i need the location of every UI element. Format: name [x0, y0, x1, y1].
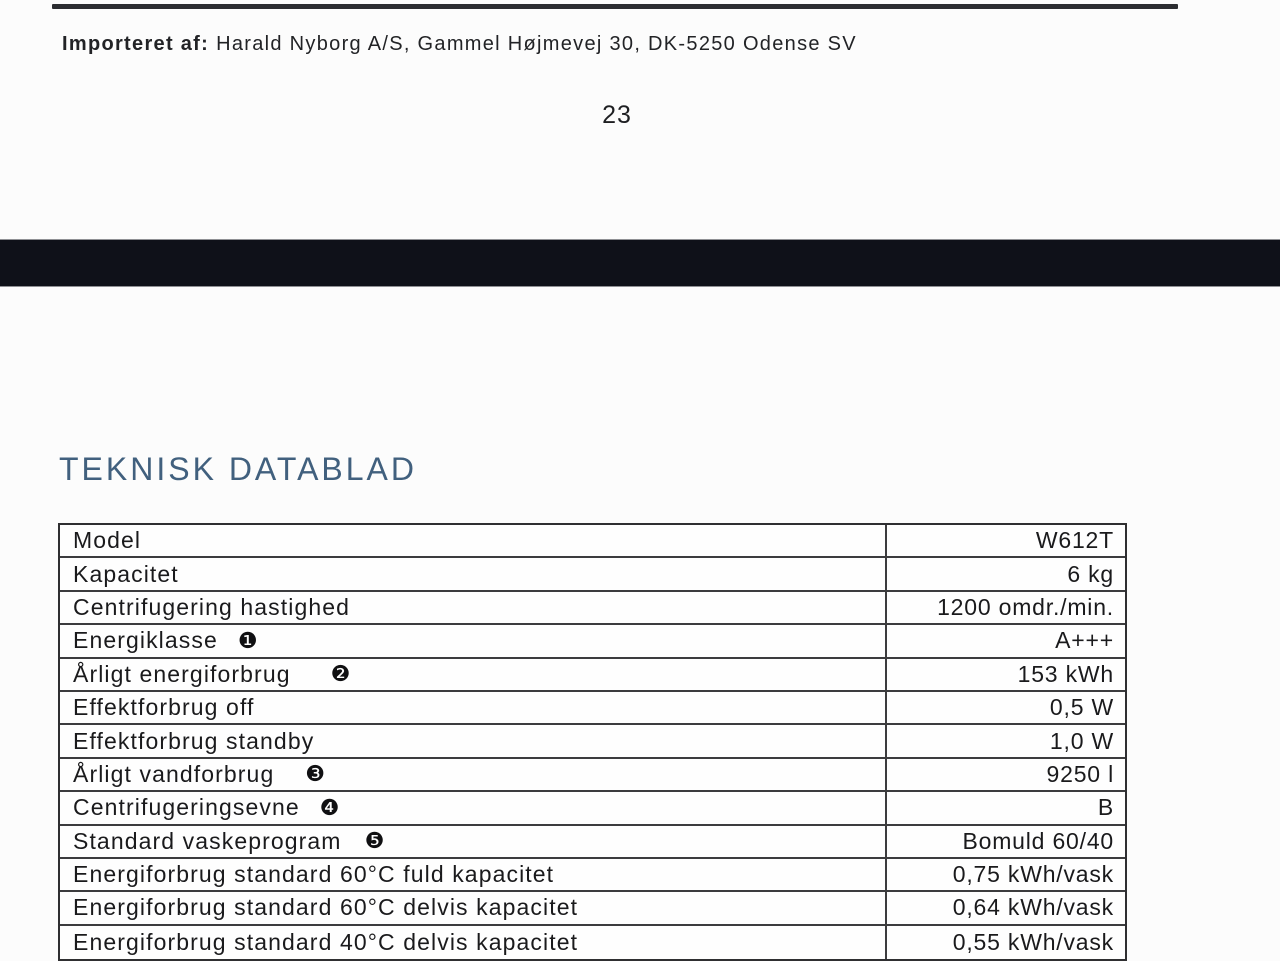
spec-label: Centrifugering hastighed — [73, 593, 351, 620]
spec-value: 0,55 kWh/vask — [952, 928, 1114, 955]
spec-value: 9250 l — [1046, 760, 1114, 787]
spec-label: Energiforbrug standard 60°C fuld kapacitet — [73, 861, 555, 888]
spec-value: B — [1097, 794, 1114, 821]
table-row — [60, 892, 1125, 925]
spec-value: 0,5 W — [1049, 694, 1114, 721]
spec-label-cell — [60, 659, 887, 690]
importer-text: Harald Nyborg A/S, Gammel Højmevej 30, DK-5250 Odense SV — [216, 33, 857, 55]
numbered-badge-icon: ❶ — [237, 628, 259, 654]
spec-label: Kapacitet — [73, 560, 179, 587]
numbered-badge-icon: ❺ — [364, 829, 386, 855]
page-title: TEKNISK DATABLAD — [59, 451, 417, 487]
separator-band — [0, 239, 1280, 287]
spec-label: Energiklasse — [73, 627, 218, 654]
spec-label-cell — [60, 692, 887, 723]
table-row — [60, 725, 1125, 758]
spec-label: Årligt energiforbrug — [73, 660, 291, 687]
spec-label-cell — [60, 859, 887, 890]
spec-label: Effektforbrug standby — [73, 727, 315, 754]
spec-label-cell — [60, 892, 887, 923]
spec-value: Bomuld 60/40 — [962, 827, 1114, 854]
page-number: 23 — [602, 101, 632, 129]
spec-label-cell — [60, 558, 887, 589]
spec-label-cell — [60, 826, 887, 857]
spec-value: 6 kg — [1067, 560, 1114, 587]
table-row — [60, 826, 1125, 859]
spec-label: Model — [73, 527, 142, 554]
table-row — [60, 625, 1125, 658]
table-row — [60, 525, 1125, 558]
spec-label-cell — [60, 926, 887, 959]
spec-label: Energiforbrug standard 40°C delvis kapacitet — [73, 928, 579, 955]
table-row — [60, 926, 1125, 959]
spec-value: W612T — [1035, 527, 1114, 554]
spec-value: 0,64 kWh/vask — [952, 894, 1114, 921]
spec-label-cell — [60, 792, 887, 823]
spec-value: A+++ — [1055, 627, 1114, 654]
table-row — [60, 859, 1125, 892]
spec-value: 153 kWh — [1017, 660, 1114, 687]
table-row — [60, 792, 1125, 825]
spec-label-cell — [60, 592, 887, 623]
spec-label-cell — [60, 759, 887, 790]
spec-value: 1200 omdr./min. — [937, 593, 1114, 620]
numbered-badge-icon: ❷ — [330, 662, 352, 688]
numbered-badge-icon: ❸ — [305, 762, 327, 788]
importer-prefix: Importeret af: — [62, 33, 210, 55]
spec-value: 0,75 kWh/vask — [952, 861, 1114, 888]
table-row — [60, 592, 1125, 625]
importer-line — [62, 33, 857, 56]
spec-label: Årligt vandforbrug — [73, 760, 275, 787]
spec-label-cell — [60, 725, 887, 756]
table-row — [60, 659, 1125, 692]
spec-label-cell — [60, 625, 887, 656]
spec-label: Energiforbrug standard 60°C delvis kapacitet — [73, 894, 579, 921]
spec-value: 1,0 W — [1049, 727, 1114, 754]
spec-table — [58, 523, 1127, 961]
table-row — [60, 759, 1125, 792]
top-rule — [52, 4, 1178, 9]
table-row — [60, 558, 1125, 591]
spec-label: Centrifugeringsevne — [73, 794, 300, 821]
spec-label: Effektforbrug off — [73, 694, 255, 721]
numbered-badge-icon: ❹ — [319, 795, 341, 821]
spec-label: Standard vaskeprogram — [73, 827, 342, 854]
table-row — [60, 692, 1125, 725]
spec-label-cell — [60, 525, 887, 556]
